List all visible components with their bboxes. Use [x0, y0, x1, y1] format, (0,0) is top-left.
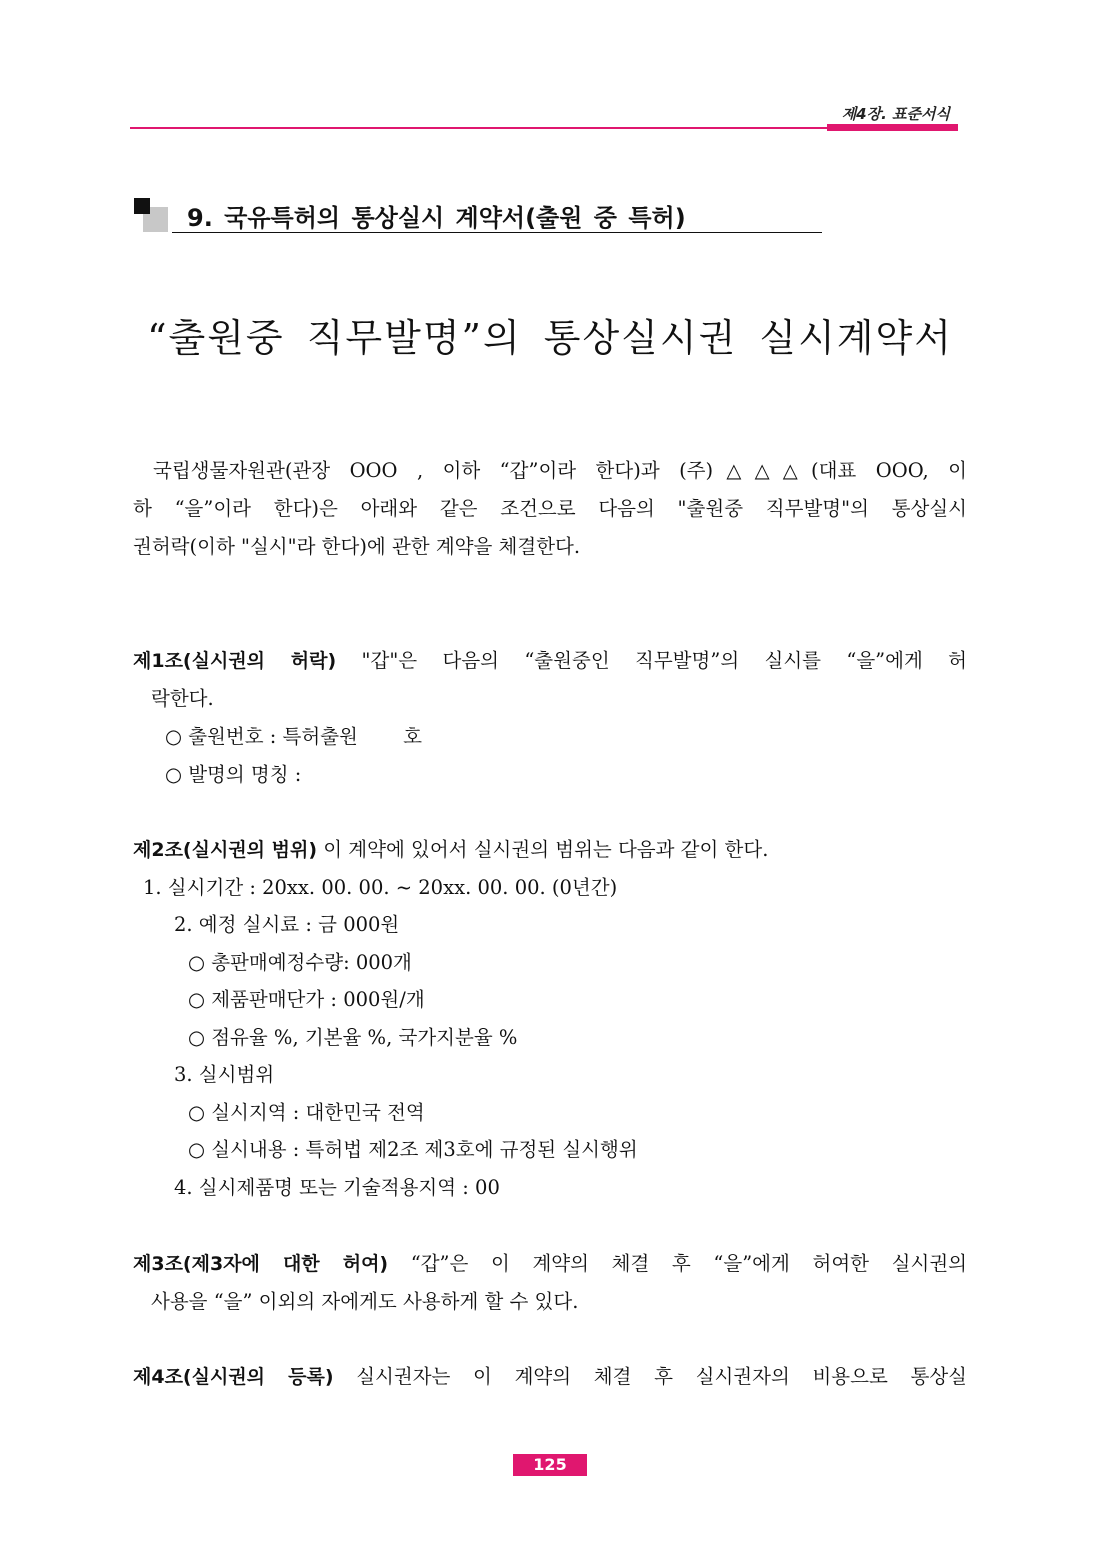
article-2-item-3a: ○ 실시지역 : 대한민국 전역 — [188, 1101, 425, 1124]
header-rule-accent — [827, 124, 958, 131]
article-3-line-1 — [133, 1245, 967, 1283]
article-2-item-2b: ○ 제품판매단가 : 000원/개 — [188, 988, 425, 1011]
article-4-heading: 제4조(실시권의 등록) — [133, 1366, 334, 1388]
article-1-item-2: ○ 발명의 명칭 : — [165, 763, 302, 786]
article-1-text: "갑"은 다음의 “출원중인 직무발명”의 실시를 “을”에게 허 — [361, 649, 967, 672]
article-2-heading: 제2조(실시권의 범위) — [133, 839, 318, 861]
document-title: “출원중 직무발명”의 통상실시권 실시계약서 — [147, 316, 953, 360]
article-2-line-1 — [133, 831, 768, 869]
article-2-item-2a: ○ 총판매예정수량: 000개 — [188, 951, 412, 974]
chapter-header: 제4장. 표준서식 — [841, 105, 950, 123]
article-2-item-3: 3. 실시범위 — [174, 1063, 275, 1086]
article-4-line-1 — [133, 1358, 967, 1396]
section-title: 9. 국유특허의 통상실시 계약서(출원 중 특허) — [187, 204, 686, 232]
article-2-item-2c: ○ 점유율 %, 기본율 %, 국가지분율 % — [188, 1026, 518, 1049]
article-1-heading: 제1조(실시권의 허락) — [133, 650, 337, 672]
article-1-line-1 — [133, 642, 967, 680]
intro-line-2: 하 “을”이라 한다)은 아래와 같은 조건으로 다음의 "출원중 직무발명"의 통상실시 — [133, 497, 967, 520]
section-underline — [172, 232, 822, 233]
intro-line-1: 국립생물자원관(관장 OOO , 이하 “갑”이라 한다)과 (주)△△△(대표 OOO, 이 — [153, 459, 967, 482]
article-1-line-2: 락한다. — [151, 687, 214, 710]
article-3-line-2: 사용을 “을” 이외의 자에게도 사용하게 할 수 있다. — [151, 1290, 579, 1313]
page-number: 125 — [513, 1454, 587, 1476]
article-2-text: 이 계약에 있어서 실시권의 범위는 다음과 같이 한다. — [323, 838, 769, 861]
intro-line-3: 권허락(이하 "실시"라 한다)에 관한 계약을 체결한다. — [133, 535, 581, 558]
article-2-item-4: 4. 실시제품명 또는 기술적용지역 : 00 — [174, 1176, 500, 1199]
article-4-text: 실시권자는 이 계약의 체결 후 실시권자의 비용으로 통상실 — [356, 1365, 967, 1388]
article-3-text: “갑”은 이 계약의 체결 후 “을”에게 허여한 실시권의 — [410, 1252, 967, 1275]
article-3-heading: 제3조(제3자에 대한 허여) — [133, 1253, 389, 1275]
section-marker — [134, 198, 150, 214]
article-2-item-2: 2. 예정 실시료 : 금 000원 — [174, 913, 400, 936]
article-2-item-3b: ○ 실시내용 : 특허법 제2조 제3호에 규정된 실시행위 — [188, 1138, 638, 1161]
article-2-item-1: 1. 실시기간 : 20xx. 00. 00. ~ 20xx. 00. 00. (0년간) — [143, 876, 618, 899]
article-1-item-1: ○ 출원번호 : 특허출원 호 — [165, 725, 422, 748]
